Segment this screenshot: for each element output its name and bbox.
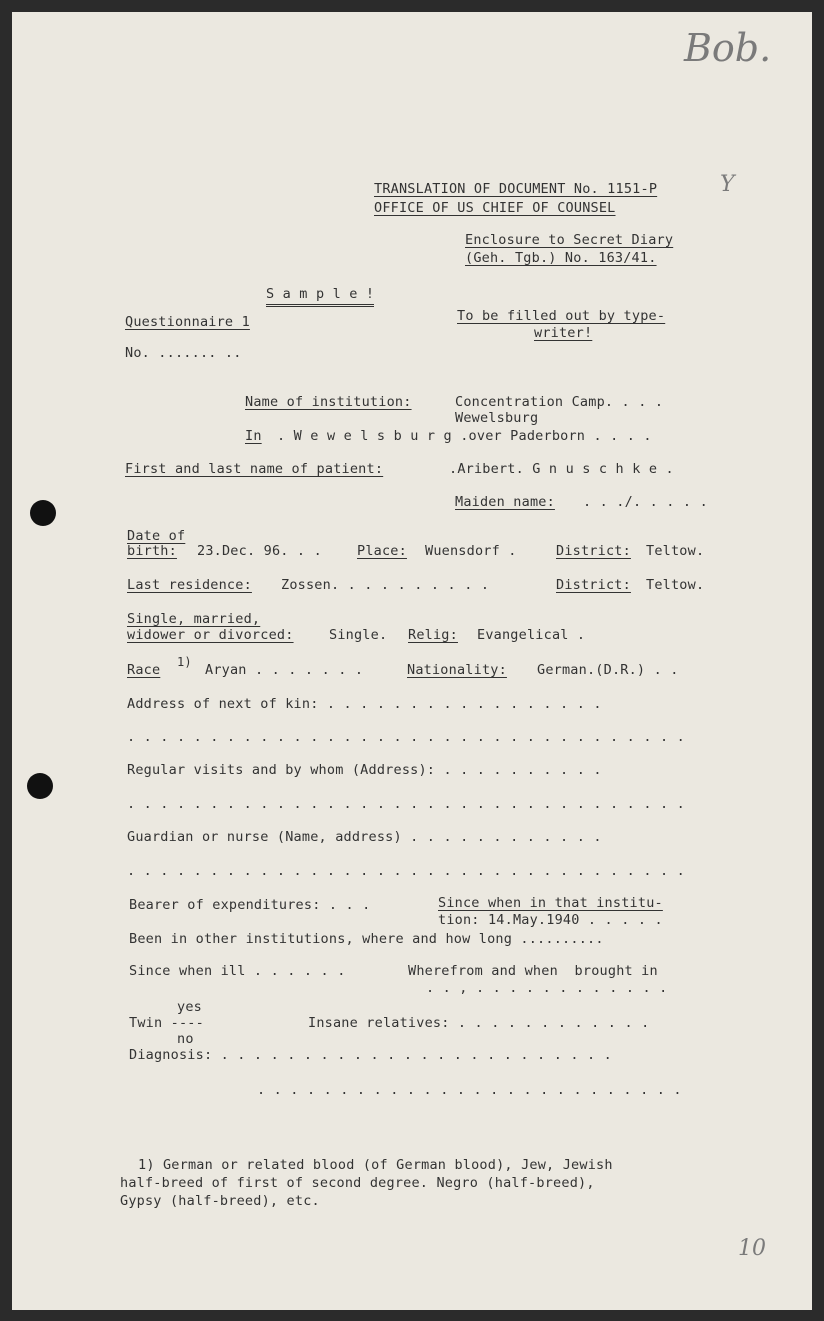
since-institution-line-2: tion: 14.May.1940 . . . . . bbox=[438, 912, 663, 928]
institution-value-2: Wewelsburg bbox=[455, 410, 539, 426]
race-label: Race bbox=[127, 662, 161, 678]
maiden-name-value: . . ./. . . . . bbox=[583, 494, 708, 510]
diagnosis-line: Diagnosis: . . . . . . . . . . . . . . . . . . . . . . . . bbox=[129, 1047, 613, 1063]
since-when-ill-line: Since when ill . . . . . . bbox=[129, 963, 346, 979]
religion-label: Relig: bbox=[408, 627, 458, 643]
footnote-line-3: Gypsy (half-breed), etc. bbox=[120, 1193, 320, 1209]
punch-hole bbox=[27, 773, 53, 799]
insane-relatives-line: Insane relatives: . . . . . . . . . . . . bbox=[308, 1015, 650, 1031]
district-value: Teltow. bbox=[646, 543, 705, 559]
district-value: Teltow. bbox=[646, 577, 705, 593]
page-number: 10 bbox=[738, 1236, 766, 1261]
in-value: . W e w e l s b u r g .over Paderborn . . . . bbox=[277, 428, 652, 444]
place-label: Place: bbox=[357, 543, 407, 559]
marital-value: Single. bbox=[329, 627, 388, 643]
dob-label-2: birth: bbox=[127, 543, 177, 559]
typewriter-note-2: writer! bbox=[534, 325, 593, 341]
wherefrom-line: Wherefrom and when brought in bbox=[408, 963, 658, 979]
header-office: OFFICE OF US CHIEF OF COUNSEL bbox=[374, 200, 616, 216]
race-footnote-marker: 1) bbox=[177, 655, 192, 669]
wherefrom-dots: . . , . . . . . . . . . . . . bbox=[426, 980, 668, 996]
twin-no-option: no bbox=[177, 1031, 194, 1047]
marital-label-2: widower or divorced: bbox=[127, 627, 294, 643]
district-label: District: bbox=[556, 543, 631, 559]
in-label: In bbox=[245, 428, 262, 444]
patient-name-value: .Aribert. G n u s c h k e . bbox=[449, 461, 674, 477]
twin-label: Twin ---- bbox=[129, 1015, 204, 1031]
maiden-name-label: Maiden name: bbox=[455, 494, 555, 510]
diagnosis-dots: . . . . . . . . . . . . . . . . . . . . . . . . . . bbox=[257, 1082, 682, 1098]
patient-name-label: First and last name of patient: bbox=[125, 461, 384, 477]
document-page bbox=[12, 12, 812, 1310]
religion-value: Evangelical . bbox=[477, 627, 586, 643]
place-value: Wuensdorf . bbox=[425, 543, 517, 559]
blank-dotted-line: . . . . . . . . . . . . . . . . . . . . . . . . . . . . . . . . . . bbox=[127, 796, 685, 812]
blank-dotted-line: . . . . . . . . . . . . . . . . . . . . . . . . . . . . . . . . . . bbox=[127, 863, 685, 879]
institution-value-1: Concentration Camp. . . . bbox=[455, 394, 664, 410]
enclosure-line1: Enclosure to Secret Diary bbox=[465, 232, 674, 248]
dob-value: 23.Dec. 96. . . bbox=[197, 543, 322, 559]
blank-dotted-line: . . . . . . . . . . . . . . . . . . . . . . . . . . . . . . . . . . bbox=[127, 729, 685, 745]
footnote-line-1: 1) German or related blood (of German blood), Jew, Jewish bbox=[138, 1157, 613, 1173]
guardian-line: Guardian or nurse (Name, address) . . . . . . . . . . . . bbox=[127, 829, 602, 845]
punch-hole bbox=[30, 500, 56, 526]
sample-heading: S a m p l e ! bbox=[266, 286, 374, 307]
dob-label-1: Date of bbox=[127, 528, 186, 544]
typewriter-note-1: To be filled out by type- bbox=[457, 308, 666, 324]
questionnaire-label: Questionnaire 1 bbox=[125, 314, 250, 330]
institution-label: Name of institution: bbox=[245, 394, 412, 410]
other-institutions-line: Been in other institutions, where and how long .......... bbox=[129, 931, 604, 947]
regular-visits-line: Regular visits and by whom (Address): . . . . . . . . . . bbox=[127, 762, 602, 778]
race-value: Aryan . . . . . . . bbox=[205, 662, 364, 678]
district-label: District: bbox=[556, 577, 631, 593]
nationality-value: German.(D.R.) . . bbox=[537, 662, 679, 678]
header-translation: TRANSLATION OF DOCUMENT No. 1151-P bbox=[374, 181, 658, 197]
residence-label: Last residence: bbox=[127, 577, 252, 593]
next-of-kin-line: Address of next of kin: . . . . . . . . . . . . . . . . . bbox=[127, 696, 602, 712]
twin-yes-option: yes bbox=[177, 999, 202, 1015]
enclosure-line2: (Geh. Tgb.) No. 163/41. bbox=[465, 250, 657, 266]
bearer-of-expenditures-line: Bearer of expenditures: . . . bbox=[129, 897, 371, 913]
since-institution-line-1: Since when in that institu- bbox=[438, 895, 663, 911]
nationality-label: Nationality: bbox=[407, 662, 507, 678]
marital-label-1: Single, married, bbox=[127, 611, 261, 627]
number-field: No. ....... .. bbox=[125, 345, 242, 361]
handwritten-mark: Y bbox=[720, 172, 735, 197]
residence-value: Zossen. . . . . . . . . . bbox=[281, 577, 490, 593]
handwritten-annotation: Bob. bbox=[684, 26, 772, 70]
footnote-line-2: half-breed of first of second degree. Negro (half-breed), bbox=[120, 1175, 595, 1191]
